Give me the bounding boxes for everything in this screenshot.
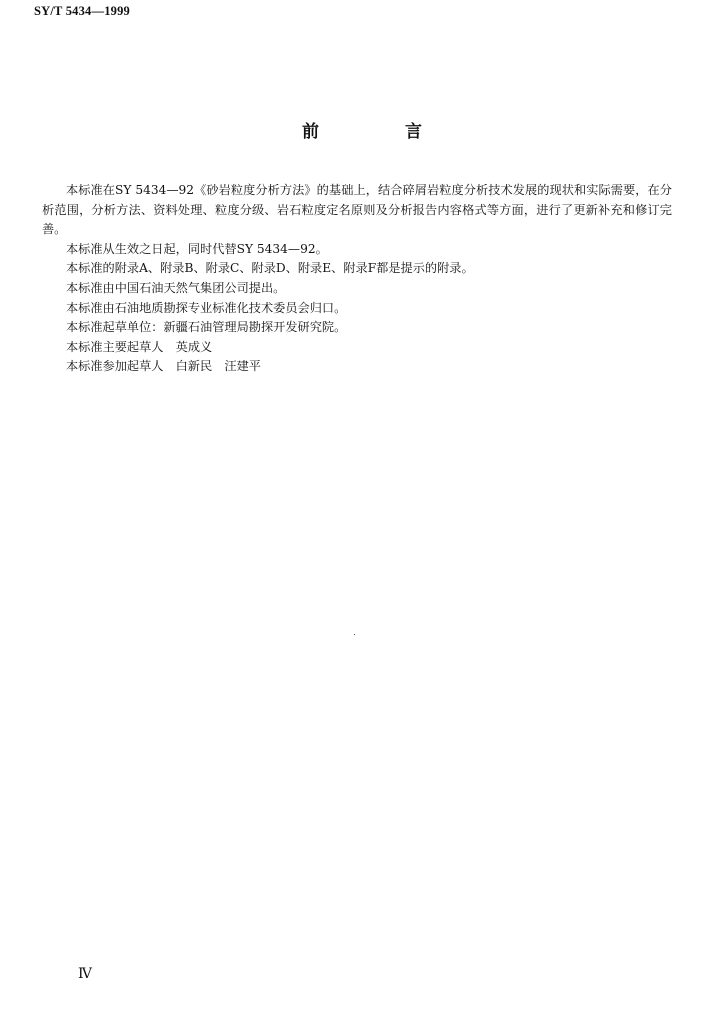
- paragraph-replacement: 本标准从生效之日起，同时代替SY 5434—92。: [66, 241, 328, 256]
- paragraph-intro: 本标准在SY 5434—92《砂岩粒度分析方法》的基础上，结合碎屑岩粒度分析技术发展的现状和实际需要，在分析范围，分析方法、资料处理、粒度分级、岩石粒度定名原则及分析报告内容格式等方面，进行了更新补充和修订完善。: [42, 183, 672, 237]
- paragraph-drafting-unit: 本标准起草单位：新疆石油管理局勘探开发研究院。: [66, 320, 347, 335]
- page-number: Ⅳ: [78, 967, 92, 982]
- paragraph-participating-drafters: 本标准参加起草人 白新民 汪建平: [66, 359, 261, 374]
- paragraph-main-drafter: 本标准主要起草人 英成义: [66, 339, 213, 354]
- foreword-body: [42, 181, 672, 377]
- paragraph-committee: 本标准由石油地质勘探专业标准化技术委员会归口。: [66, 300, 347, 315]
- scan-speck: [354, 634, 355, 635]
- paragraph-appendices: 本标准的附录A、附录B、附录C、附录D、附录E、附录F都是提示的附录。: [66, 261, 474, 276]
- standard-code-header: SY/T 5434—1999: [34, 4, 130, 18]
- page-title: 前 言: [302, 122, 462, 142]
- paragraph-proposer: 本标准由中国石油天然气集团公司提出。: [66, 280, 286, 295]
